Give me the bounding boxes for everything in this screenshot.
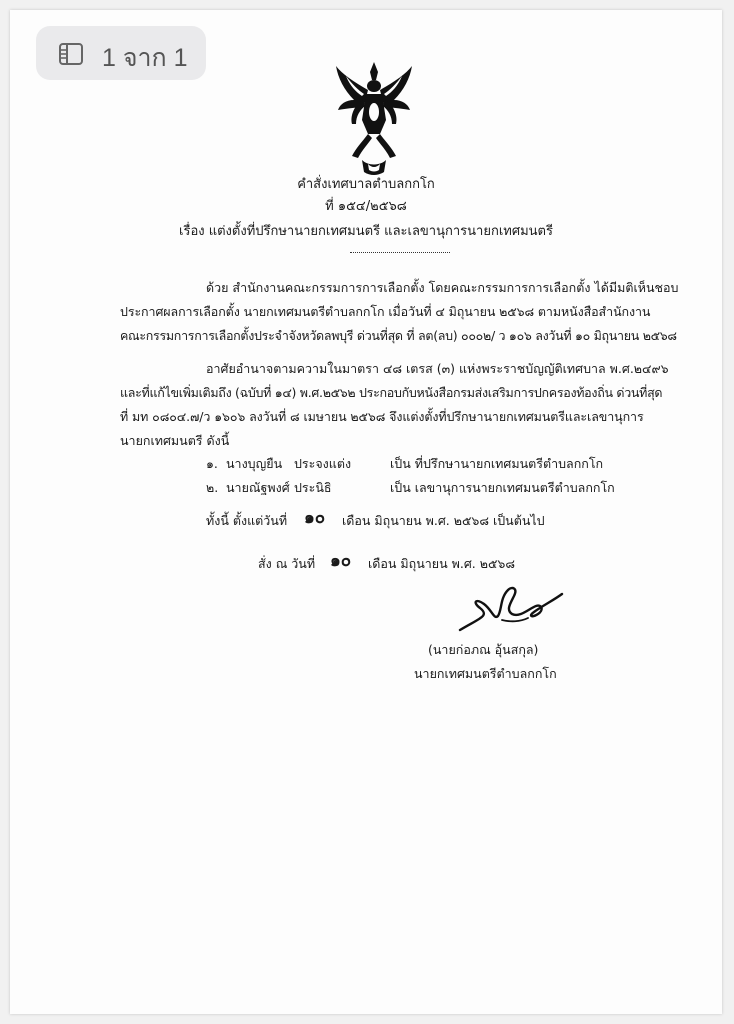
ordered-date-suffix: เดือน มิถุนายน พ.ศ. ๒๕๖๘ <box>368 556 516 571</box>
effective-date-suffix: เดือน มิถุนายน พ.ศ. ๒๕๖๘ เป็นต้นไป <box>342 513 545 528</box>
handwritten-signature <box>450 578 570 638</box>
ordered-date-prefix: สั่ง ณ วันที่ <box>258 556 316 571</box>
signer-name: (นายก่อภณ อุ้นสกุล) <box>428 642 539 657</box>
para2-line: นายกเทศมนตรี ดังนี้ <box>120 433 230 448</box>
page-indicator[interactable] <box>36 26 206 80</box>
document-page <box>10 10 722 1014</box>
effective-day: ๑๐ <box>304 508 326 528</box>
page-indicator-label: 1 จาก 1 <box>102 44 188 72</box>
document-pages-icon <box>58 41 84 71</box>
appointee-name: นางบุญยืน <box>226 456 283 471</box>
para1-line: ด้วย สำนักงานคณะกรรมการการเลือกตั้ง โดยคณะกรรมการการเลือกตั้ง ได้มีมติเห็นชอบ <box>206 280 679 295</box>
para2-line: อาศัยอำนาจตามความในมาตรา ๔๘ เตรส (๓) แห่งพระราชบัญญัติเทศบาล พ.ศ.๒๔๙๖ <box>206 361 669 376</box>
appointee-position: เป็น เลขานุการนายกเทศมนตรีตำบลกกโก <box>390 480 615 495</box>
garuda-emblem <box>332 60 416 178</box>
ordered-day: ๑๐ <box>330 551 352 571</box>
appointee-position: เป็น ที่ปรึกษานายกเทศมนตรีตำบลกกโก <box>390 456 604 471</box>
para2-line: ที่ มท ๐๘๐๔.๗/ว ๑๖๐๖ ลงวันที่ ๘ เมษายน ๒๕๖๘ จึงแต่งตั้งที่ปรึกษานายกเทศมนตรีและเลขานุการ <box>120 409 644 424</box>
appointee-surname: ประนิธิ <box>294 480 332 495</box>
para2-line: และที่แก้ไขเพิ่มเติมถึง (ฉบับที่ ๑๔) พ.ศ.๒๕๖๒ ประกอบกับหนังสือกรมส่งเสริมการปกครองท้องถิ่น ด่วนที่สุด <box>120 385 663 400</box>
para1-line: คณะกรรมการการเลือกตั้งประจำจังหวัดลพบุรี ด่วนที่สุด ที่ ลต(ลบ) ๐๐๐๒/ ว ๑๐๖ ลงวันที่ ๑๐ มิถุนายน ๒๕๖๘ <box>120 328 677 343</box>
appointee-number: ๑. <box>206 456 218 471</box>
para1-line: ประกาศผลการเลือกตั้ง นายกเทศมนตรีตำบลกกโก เมื่อวันที่ ๔ มิถุนายน ๒๕๖๘ ตามหนังสือสำนักงาน <box>120 304 651 319</box>
separator-line <box>350 252 450 253</box>
subject: เรื่อง แต่งตั้งที่ปรึกษานายกเทศมนตรี และเลขานุการนายกเทศมนตรี <box>179 224 553 239</box>
order-number: ที่ ๑๕๔/๒๕๖๘ <box>325 199 407 214</box>
effective-date-prefix: ทั้งนี้ ตั้งแต่วันที่ <box>206 513 288 528</box>
appointee-name: นายณัฐพงศ์ <box>226 480 290 495</box>
signer-title: นายกเทศมนตรีตำบลกกโก <box>414 666 557 681</box>
appointee-number: ๒. <box>206 480 219 495</box>
appointee-surname: ประจงแต่ง <box>294 456 352 471</box>
order-title: คำสั่งเทศบาลตำบลกกโก <box>297 177 435 192</box>
